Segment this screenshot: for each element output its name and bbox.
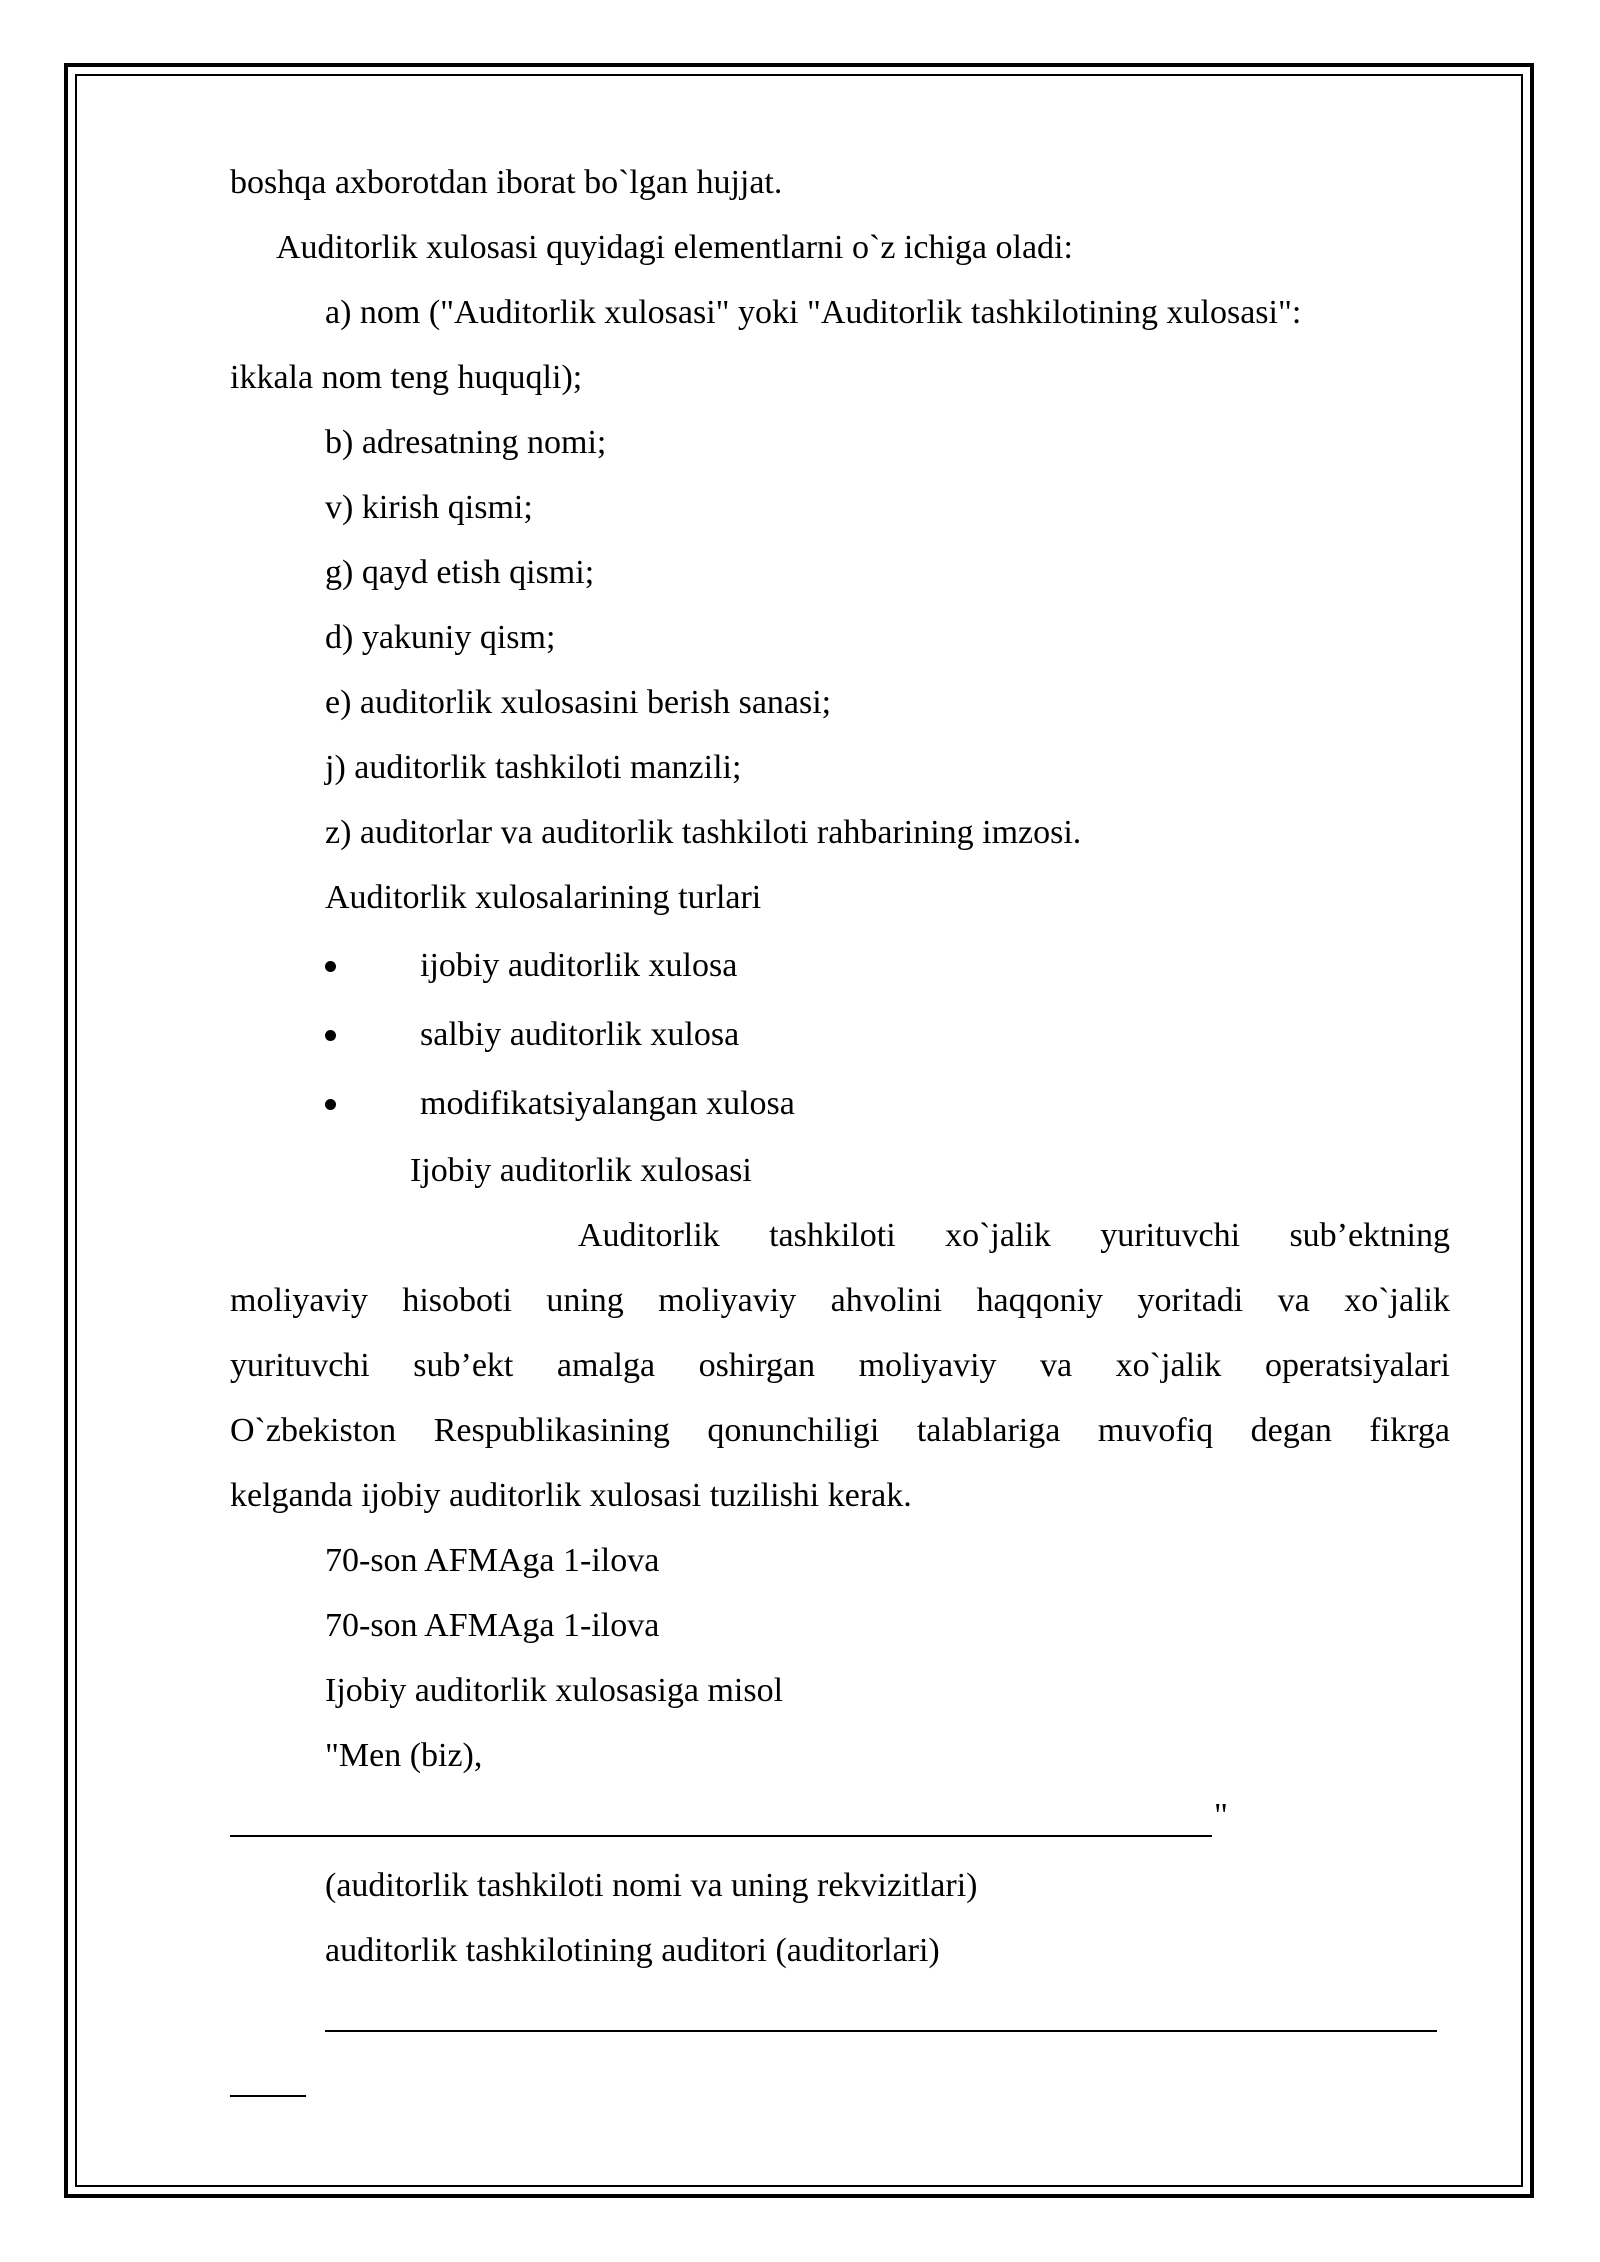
section-heading: Auditorlik xulosalarining turlari <box>325 879 762 916</box>
list-item: b) adresatning nomi; <box>325 424 607 461</box>
list-item: j) auditorlik tashkiloti manzili; <box>325 749 742 786</box>
text-line: boshqa axborotdan iborat bo`lgan hujjat. <box>230 164 783 201</box>
caption-text: (auditorlik tashkiloti nomi va uning rekvizitlari) <box>325 1867 978 1904</box>
text-line: 70-son AFMAga 1-ilova <box>325 1607 660 1644</box>
bullet-icon <box>325 1030 336 1041</box>
paragraph-line: Auditorlik tashkiloti xo`jalik yurituvchi sub’ektning <box>578 1217 1450 1254</box>
paragraph-line: moliyaviy hisoboti uning moliyaviy ahvolini haqqoniy yoritadi va xo`jalik <box>230 1282 1450 1319</box>
blank-line <box>230 1835 1212 1837</box>
text-line: Auditorlik xulosasi quyidagi elementlarni o`z ichiga oladi: <box>276 229 1073 266</box>
paragraph-line: kelganda ijobiy auditorlik xulosasi tuzilishi kerak. <box>230 1477 912 1514</box>
list-item: v) kirish qismi; <box>325 489 533 526</box>
caption-text: auditorlik tashkilotining auditori (auditorlari) <box>325 1932 940 1969</box>
text-line: Ijobiy auditorlik xulosasiga misol <box>325 1672 784 1709</box>
closing-quote: " <box>1214 1797 1228 1834</box>
list-item: d) yakuniy qism; <box>325 619 556 656</box>
bullet-icon <box>325 961 336 972</box>
paragraph-line: yurituvchi sub’ekt amalga oshirgan moliyaviy va xo`jalik operatsiyalari <box>230 1347 1450 1384</box>
bullet-text: modifikatsiyalangan xulosa <box>420 1085 795 1122</box>
paragraph-line: O`zbekiston Respublikasining qonunchiligi talablariga muvofiq degan fikrga <box>230 1412 1450 1449</box>
list-item: z) auditorlar va auditorlik tashkiloti rahbarining imzosi. <box>325 814 1082 851</box>
list-item: e) auditorlik xulosasini berish sanasi; <box>325 684 832 721</box>
text-line: 70-son AFMAga 1-ilova <box>325 1542 660 1579</box>
bullet-text: ijobiy auditorlik xulosa <box>420 947 738 984</box>
list-item: g) qayd etish qismi; <box>325 554 595 591</box>
bullet-text: salbiy auditorlik xulosa <box>420 1016 740 1053</box>
bullet-icon <box>325 1099 336 1110</box>
text-line: ikkala nom teng huquqli); <box>230 359 583 396</box>
blank-line <box>230 2095 306 2097</box>
text-line: "Men (biz), <box>325 1737 483 1774</box>
blank-line <box>325 2030 1437 2032</box>
subheading: Ijobiy auditorlik xulosasi <box>410 1152 752 1189</box>
text-line: a) nom ("Auditorlik xulosasi" yoki "Auditorlik tashkilotining xulosasi": <box>325 294 1302 331</box>
